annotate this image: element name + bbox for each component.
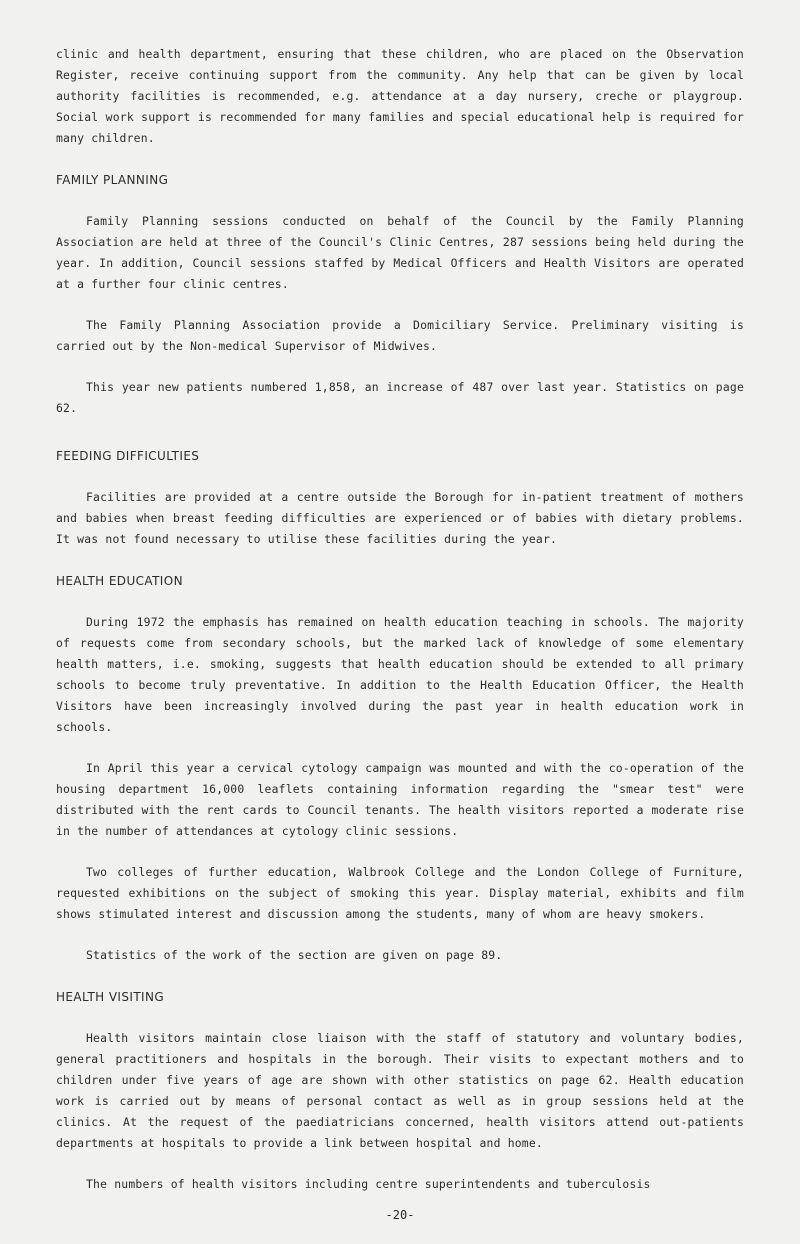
health-education-paragraph-1: During 1972 the emphasis has remained on health education teaching in schools. The majority of requests come from secondary schools, but the marked lack of knowledge of some elementary health matters, i.e. smoking, suggests that health education should be extended to all primary schools to become truly preventative. In addition to the Health Education Officer, the Health Visitors have been increasingly involved during the past year in health education work in schools.: [56, 615, 744, 734]
family-planning-paragraph-3: This year new patients numbered 1,858, an increase of 487 over last year. Statistics on page 62.: [56, 380, 744, 415]
health-education-paragraph-3: Two colleges of further education, Walbrook College and the London College of Furniture, requested exhibitions on the subject of smoking this year. Display material, exhibits and film shows stimulated interest and discussion among the students, many of whom are heavy smokers.: [56, 865, 744, 921]
family-planning-heading: FAMILY PLANNING: [56, 173, 169, 187]
health-education-paragraph-2: In April this year a cervical cytology campaign was mounted and with the co-operation of the housing department 16,000 leaflets containing information regarding the "smear test" were distributed with the rent cards to Council tenants. The health visitors reported a moderate rise in the number of attendances at cytology clinic sessions.: [56, 761, 744, 838]
intro-paragraph: clinic and health department, ensuring that these children, who are placed on the Observation Register, receive continuing support from the community. Any help that can be given by local authority facilities is recommended, e.g. attendance at a day nursery, creche or playgroup. Social work support is recommended for many families and special educational help is required for many children.: [56, 47, 744, 145]
health-education-heading: HEALTH EDUCATION: [56, 574, 183, 588]
feeding-difficulties-heading: FEEDING DIFFICULTIES: [56, 449, 200, 463]
health-education-paragraph-4: Statistics of the work of the section are given on page 89.: [86, 948, 503, 962]
family-planning-paragraph-1: Family Planning sessions conducted on behalf of the Council by the Family Planning Association are held at three of the Council's Clinic Centres, 287 sessions being held during the year. In addition, Council sessions staffed by Medical Officers and Health Visitors are operated at a further four clinic centres.: [56, 214, 744, 291]
feeding-difficulties-paragraph: Facilities are provided at a centre outside the Borough for in-patient treatment of mothers and babies when breast feeding difficulties are experienced or of babies with dietary problems. It was not found necessary to utilise these facilities during the year.: [56, 490, 744, 546]
health-visiting-paragraph-1: Health visitors maintain close liaison with the staff of statutory and voluntary bodies, general practitioners and hospitals in the borough. Their visits to expectant mothers and to children under five years of age are shown with other statistics on page 62. Health education work is carried out by means of personal contact as well as in group sessions held at the clinics. At the request of the paediatricians concerned, health visitors attend out-patients departments at hospitals to provide a link between hospital and home.: [56, 1031, 744, 1150]
health-visiting-heading: HEALTH VISITING: [56, 990, 165, 1004]
family-planning-paragraph-2: The Family Planning Association provide a Domiciliary Service. Preliminary visiting is carried out by the Non-medical Supervisor of Midwives.: [56, 318, 744, 353]
health-visiting-paragraph-2: The numbers of health visitors including centre superintendents and tuberculosis: [86, 1177, 651, 1191]
page-number: -20-: [385, 1208, 415, 1222]
